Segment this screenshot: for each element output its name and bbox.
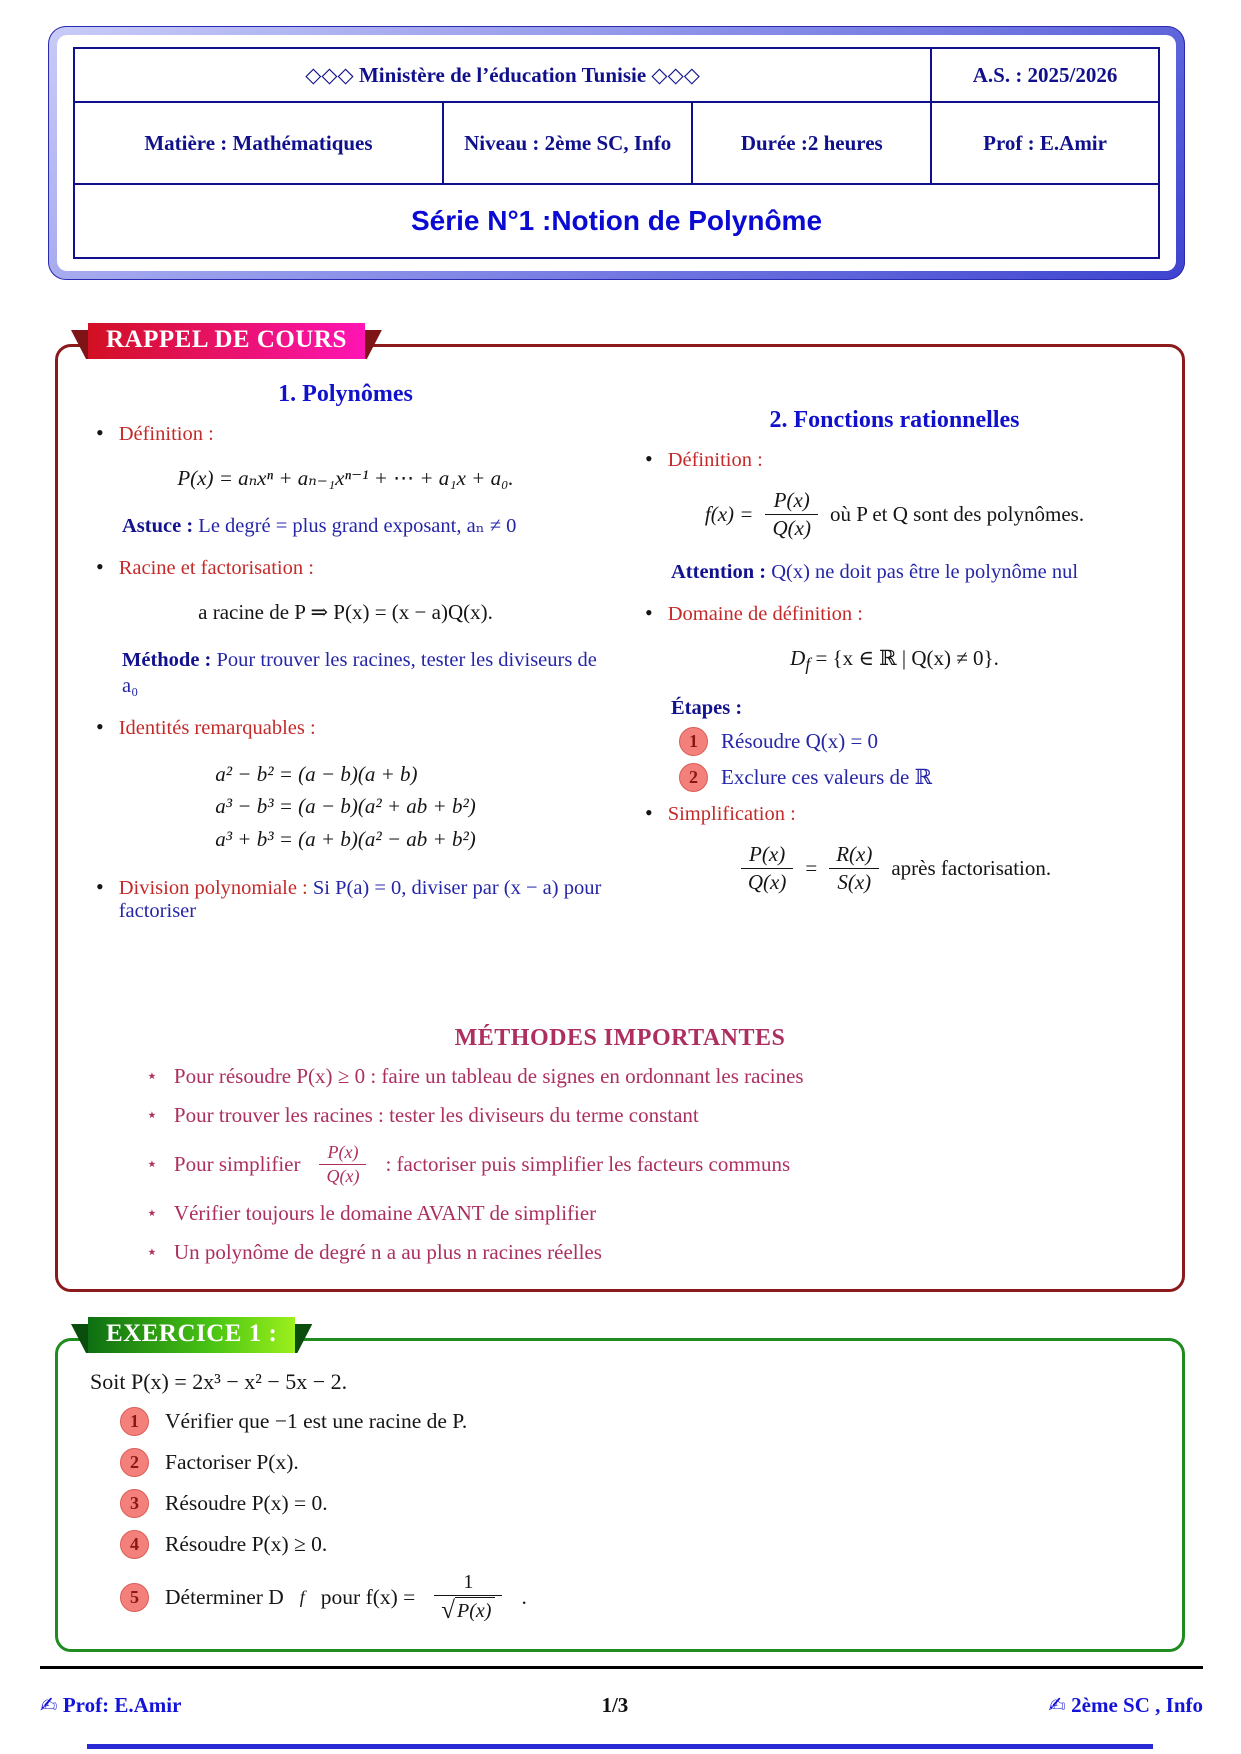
header-box bbox=[48, 26, 1185, 280]
methode-text: Pour trouver les racines, tester les diviseurs de a₀ bbox=[122, 648, 597, 698]
subject-cell: Matière : Mathématiques bbox=[74, 102, 443, 184]
question-4-badge: 4 bbox=[120, 1530, 149, 1559]
question-2-text: Factoriser P(x). bbox=[165, 1450, 299, 1474]
definition-label: Définition : bbox=[118, 423, 214, 445]
methode-item bbox=[146, 1240, 1156, 1265]
domaine-rest: = {x ∈ ℝ | Q(x) ≠ 0}. bbox=[815, 645, 999, 670]
teacher-cell: Prof : E.Amir bbox=[931, 102, 1159, 184]
division-text: Si P(a) = 0, diviser par (x − a) pour factoriser bbox=[118, 876, 602, 922]
question-3-text: Résoudre P(x) = 0. bbox=[165, 1491, 328, 1515]
division-label: Division polynomiale : bbox=[118, 876, 308, 899]
exercice-item bbox=[120, 1571, 1156, 1623]
attention-text: Q(x) ne doit pas être le polynôme nul bbox=[771, 561, 1079, 583]
exercice-item bbox=[120, 1407, 1156, 1436]
fraction-denominator: S(x) bbox=[837, 869, 872, 894]
fraction-numerator: P(x) bbox=[319, 1142, 366, 1165]
fraction-denominator: Q(x) bbox=[772, 516, 811, 540]
identites-block bbox=[84, 758, 607, 856]
fraction-one-over-sqrt bbox=[434, 1571, 502, 1623]
section-heading-fonctions: 2. Fonctions rationnelles bbox=[769, 407, 1020, 433]
bullet-icon: • bbox=[96, 713, 104, 739]
question-5-subscript: f bbox=[299, 1586, 305, 1607]
fonctions-column bbox=[633, 403, 1156, 913]
astuce-label: Astuce : bbox=[122, 515, 194, 537]
methode-item-suffix: : factoriser puis simplifier les facteurs communs bbox=[385, 1152, 791, 1176]
racine-formula: a racine de P ⇒ P(x) = (x − a)Q(x). bbox=[198, 599, 493, 624]
step-2-badge: 2 bbox=[679, 763, 708, 792]
ministry-cell: ◇◇◇ Ministère de l’éducation Tunisie ◇◇◇ bbox=[74, 48, 931, 102]
equals-sign: = bbox=[805, 855, 818, 880]
domaine-formula bbox=[633, 646, 1156, 675]
question-2-badge: 2 bbox=[120, 1448, 149, 1477]
writing-hand-icon: ✍ bbox=[40, 1693, 58, 1717]
division-line bbox=[119, 877, 607, 923]
fraction-denominator: Q(x) bbox=[747, 869, 787, 894]
exercice-item bbox=[120, 1489, 1156, 1518]
page-title: Série N°1 :Notion de Polynôme bbox=[410, 205, 823, 236]
star-icon: ⋆ bbox=[146, 1066, 158, 1087]
step-1-badge: 1 bbox=[679, 727, 708, 756]
identite-line: a³ + b³ = (a + b)(a² − ab + b²) bbox=[215, 827, 476, 852]
astuce-text: Le degré = plus grand exposant, aₙ ≠ 0 bbox=[198, 515, 517, 537]
polynome-definition-formula: P(x) = aₙxⁿ + aₙ₋₁xⁿ⁻¹ + ⋯ + a₁x + a₀. bbox=[177, 466, 514, 490]
fraction-numerator: P(x) bbox=[765, 488, 817, 515]
page-number: 1/3 bbox=[601, 1693, 629, 1717]
methode-item-text: Pour résoudre P(x) ≥ 0 : faire un tableau de signes en ordonnant les racines bbox=[173, 1064, 804, 1088]
star-icon: ⋆ bbox=[146, 1203, 158, 1224]
fraction-p-over-q bbox=[319, 1142, 366, 1187]
bullet-icon: • bbox=[96, 420, 104, 445]
bullet-icon: • bbox=[96, 553, 104, 579]
section-heading-polynomes: 1. Polynômes bbox=[278, 381, 413, 407]
exercice-section bbox=[55, 1320, 1185, 1652]
exercice-banner bbox=[88, 1320, 295, 1348]
bullet-icon: • bbox=[645, 799, 653, 825]
polynomes-column bbox=[84, 377, 607, 933]
methode-item-text: Vérifier toujours le domaine AVANT de simplifier bbox=[173, 1201, 597, 1225]
astuce-note bbox=[122, 513, 607, 540]
domaine-label: Domaine de définition : bbox=[667, 602, 863, 625]
racine-bullet bbox=[96, 553, 607, 580]
identite-line: a³ − b³ = (a − b)(a² + ab + b²) bbox=[215, 794, 476, 819]
header-table bbox=[73, 47, 1160, 259]
etape-row bbox=[679, 763, 1156, 792]
simplification-formula bbox=[633, 842, 1156, 895]
fraction-p-over-q bbox=[765, 488, 817, 541]
exercice-item bbox=[120, 1448, 1156, 1477]
question-5-mid: pour f(x) = bbox=[320, 1584, 416, 1609]
attention-note bbox=[671, 559, 1156, 586]
fraction-numerator: R(x) bbox=[829, 842, 879, 869]
simplification-label: Simplification : bbox=[667, 802, 796, 825]
question-5-badge: 5 bbox=[120, 1583, 149, 1612]
question-5-prefix: Déterminer D bbox=[165, 1584, 284, 1609]
domaine-subscript: f bbox=[805, 653, 811, 674]
footer-class-text: 2ème SC , Info bbox=[1071, 1693, 1203, 1717]
footer-rule bbox=[40, 1666, 1203, 1669]
fraction-numerator: 1 bbox=[434, 1571, 502, 1596]
definition2-bullet bbox=[645, 448, 1156, 472]
identite-line: a² − b² = (a − b)(a + b) bbox=[215, 761, 418, 786]
exercice-banner-label: EXERCICE 1 : bbox=[88, 1317, 295, 1353]
identites-bullet bbox=[96, 713, 607, 740]
bottom-blue-bar bbox=[87, 1744, 1153, 1749]
fraction-denominator: Q(x) bbox=[326, 1166, 360, 1186]
question-5-suffix: . bbox=[521, 1584, 527, 1609]
exercice-item bbox=[120, 1530, 1156, 1559]
rappel-section bbox=[55, 326, 1185, 1292]
radicand: P(x) bbox=[455, 1597, 495, 1623]
star-icon: ⋆ bbox=[146, 1242, 158, 1263]
bullet-icon: • bbox=[645, 599, 653, 625]
duration-cell: Durée :2 heures bbox=[692, 102, 931, 184]
methode-item-prefix: Pour simplifier bbox=[173, 1152, 301, 1176]
square-root bbox=[441, 1597, 495, 1623]
methode-label: Méthode : bbox=[122, 648, 212, 671]
methode-item bbox=[146, 1064, 1156, 1089]
domaine-bullet bbox=[645, 599, 1156, 626]
bullet-icon: • bbox=[96, 873, 104, 899]
definition2-label: Définition : bbox=[667, 449, 763, 471]
fraction-denominator bbox=[434, 1596, 502, 1623]
fraction-p-over-q bbox=[741, 842, 793, 895]
footer-row bbox=[40, 1693, 1203, 1718]
exercice-intro: Soit P(x) = 2x³ − x² − 5x − 2. bbox=[90, 1369, 348, 1394]
etapes-label: Étapes : bbox=[671, 696, 743, 719]
writing-hand-icon: ✍ bbox=[1048, 1693, 1066, 1717]
fraction-r-over-s bbox=[829, 842, 879, 895]
definition-bullet bbox=[96, 422, 607, 446]
simplification-bullet bbox=[645, 799, 1156, 826]
methode-item bbox=[146, 1142, 1156, 1187]
footer-teacher bbox=[40, 1693, 181, 1718]
methode-note bbox=[122, 647, 607, 700]
star-icon: ⋆ bbox=[146, 1105, 158, 1126]
racine-label: Racine et factorisation : bbox=[118, 556, 314, 579]
identites-label: Identités remarquables : bbox=[118, 716, 316, 739]
etape-row bbox=[679, 727, 1156, 756]
level-cell: Niveau : 2ème SC, Info bbox=[443, 102, 693, 184]
rappel-columns bbox=[84, 377, 1156, 1017]
fonction-definition-formula bbox=[633, 488, 1156, 541]
step-2-text: Exclure ces valeurs de ℝ bbox=[721, 764, 933, 789]
radical-sign: √ bbox=[441, 1597, 456, 1624]
rappel-banner-label: RAPPEL DE COURS bbox=[88, 323, 365, 359]
question-3-badge: 3 bbox=[120, 1489, 149, 1518]
fx-equals: f(x) = bbox=[704, 502, 754, 526]
question-4-text: Résoudre P(x) ≥ 0. bbox=[165, 1532, 328, 1556]
footer-class bbox=[1048, 1693, 1203, 1718]
methode-item bbox=[146, 1201, 1156, 1226]
question-1-badge: 1 bbox=[120, 1407, 149, 1436]
domaine-base: D bbox=[790, 645, 806, 670]
methode-item-text: Pour trouver les racines : tester les diviseurs du terme constant bbox=[173, 1103, 699, 1127]
division-bullet bbox=[96, 873, 607, 923]
footer-teacher-text: Prof: E.Amir bbox=[62, 1693, 182, 1717]
header-inner bbox=[57, 35, 1176, 271]
methodes-importantes bbox=[84, 1025, 1156, 1265]
rappel-banner bbox=[88, 326, 365, 354]
fraction-numerator: P(x) bbox=[741, 842, 793, 869]
star-icon: ⋆ bbox=[146, 1154, 158, 1175]
identites-lines bbox=[215, 758, 476, 856]
page-footer bbox=[40, 1666, 1203, 1718]
methode-item-text: Un polynôme de degré n a au plus n racines réelles bbox=[173, 1240, 602, 1264]
attention-label: Attention : bbox=[671, 561, 767, 583]
methodes-heading: MÉTHODES IMPORTANTES bbox=[454, 1025, 786, 1051]
simplification-rest: après factorisation. bbox=[891, 855, 1052, 880]
fonction-definition-rest: où P et Q sont des polynômes. bbox=[829, 502, 1085, 526]
question-1-text: Vérifier que −1 est une racine de P. bbox=[165, 1409, 468, 1433]
school-year-cell: A.S. : 2025/2026 bbox=[931, 48, 1159, 102]
step-1-text: Résoudre Q(x) = 0 bbox=[721, 728, 879, 753]
methode-item bbox=[146, 1103, 1156, 1128]
bullet-icon: • bbox=[645, 446, 653, 471]
title-cell bbox=[74, 184, 1159, 258]
